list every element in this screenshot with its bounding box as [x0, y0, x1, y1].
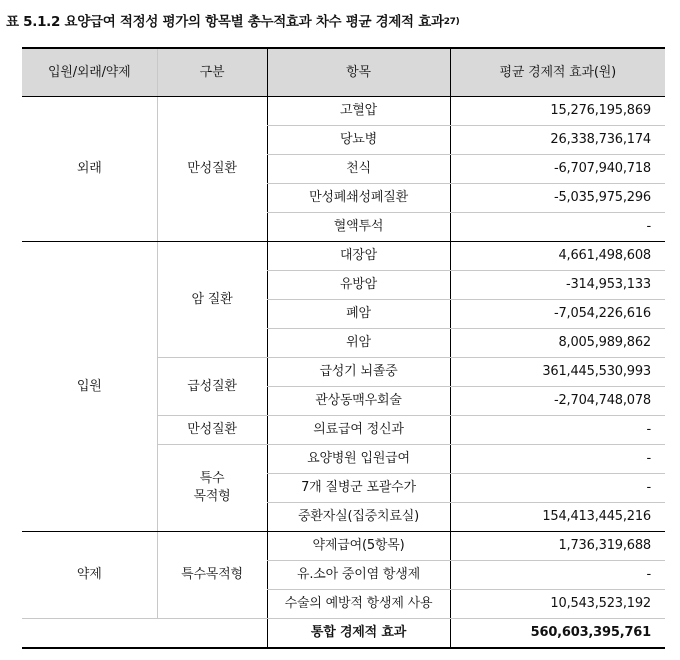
item-value: -	[450, 445, 665, 474]
item-value: 10,543,523,192	[450, 590, 665, 619]
header-category: 입원/외래/약제	[22, 48, 157, 97]
header-value: 평균 경제적 효과(원)	[450, 48, 665, 97]
group-cancer: 암 질환	[157, 242, 267, 358]
header-group: 구분	[157, 48, 267, 97]
group-special-pharma: 특수목적형	[157, 532, 267, 619]
item-label: 약제급여(5항목)	[267, 532, 450, 561]
total-empty-cell	[22, 619, 157, 649]
header-row	[22, 48, 665, 97]
item-label: 만성폐쇄성폐질환	[267, 184, 450, 213]
item-value: -5,035,975,296	[450, 184, 665, 213]
item-value: 4,661,498,608	[450, 242, 665, 271]
group-special-line2: 목적형	[193, 489, 231, 504]
item-label: 당뇨병	[267, 126, 450, 155]
item-label: 천식	[267, 155, 450, 184]
section-inpatient: 입원	[22, 242, 157, 532]
item-label: 폐암	[267, 300, 450, 329]
table-row	[22, 242, 665, 271]
item-label: 혈액투석	[267, 213, 450, 242]
group-special-inpatient	[157, 445, 267, 532]
header-item: 항목	[267, 48, 450, 97]
item-label: 위암	[267, 329, 450, 358]
item-label: 관상동맥우회술	[267, 387, 450, 416]
total-label: 통합 경제적 효과	[267, 619, 450, 649]
caption-text: 표 5.1.2 요양급여 적정성 평가의 항목별 총누적효과 차수 평균 경제적 효과	[6, 14, 444, 30]
item-value: -314,953,133	[450, 271, 665, 300]
group-chronic-inpatient: 만성질환	[157, 416, 267, 445]
table-row	[22, 532, 665, 561]
caption-footnote: 27)	[443, 17, 460, 27]
item-value: -	[450, 474, 665, 503]
group-special-line1: 특수	[199, 471, 225, 486]
group-acute: 급성질환	[157, 358, 267, 416]
item-label: 수술의 예방적 항생제 사용	[267, 590, 450, 619]
economic-effect-table	[22, 47, 665, 649]
item-label: 유.소아 중이염 항생제	[267, 561, 450, 590]
item-label: 유방암	[267, 271, 450, 300]
item-value: 361,445,530,993	[450, 358, 665, 387]
item-label: 중환자실(집중치료실)	[267, 503, 450, 532]
item-label: 급성기 뇌졸중	[267, 358, 450, 387]
section-pharma: 약제	[22, 532, 157, 619]
item-value: -2,704,748,078	[450, 387, 665, 416]
table-caption	[6, 10, 676, 30]
total-value: 560,603,395,761	[450, 619, 665, 649]
item-value: 154,413,445,216	[450, 503, 665, 532]
item-value: -7,054,226,616	[450, 300, 665, 329]
item-value: -	[450, 416, 665, 445]
item-value: 26,338,736,174	[450, 126, 665, 155]
item-label: 7개 질병군 포괄수가	[267, 474, 450, 503]
item-label: 대장암	[267, 242, 450, 271]
section-outpatient: 외래	[22, 97, 157, 242]
item-value: -	[450, 213, 665, 242]
item-value: 1,736,319,688	[450, 532, 665, 561]
total-row	[22, 619, 665, 649]
table-row	[22, 97, 665, 126]
item-value: 8,005,989,862	[450, 329, 665, 358]
item-value: -	[450, 561, 665, 590]
total-empty-cell	[157, 619, 267, 649]
item-value: -6,707,940,718	[450, 155, 665, 184]
item-label: 요양병원 입원급여	[267, 445, 450, 474]
item-label: 고혈압	[267, 97, 450, 126]
item-label: 의료급여 정신과	[267, 416, 450, 445]
item-value: 15,276,195,869	[450, 97, 665, 126]
group-chronic-outpatient: 만성질환	[157, 97, 267, 242]
